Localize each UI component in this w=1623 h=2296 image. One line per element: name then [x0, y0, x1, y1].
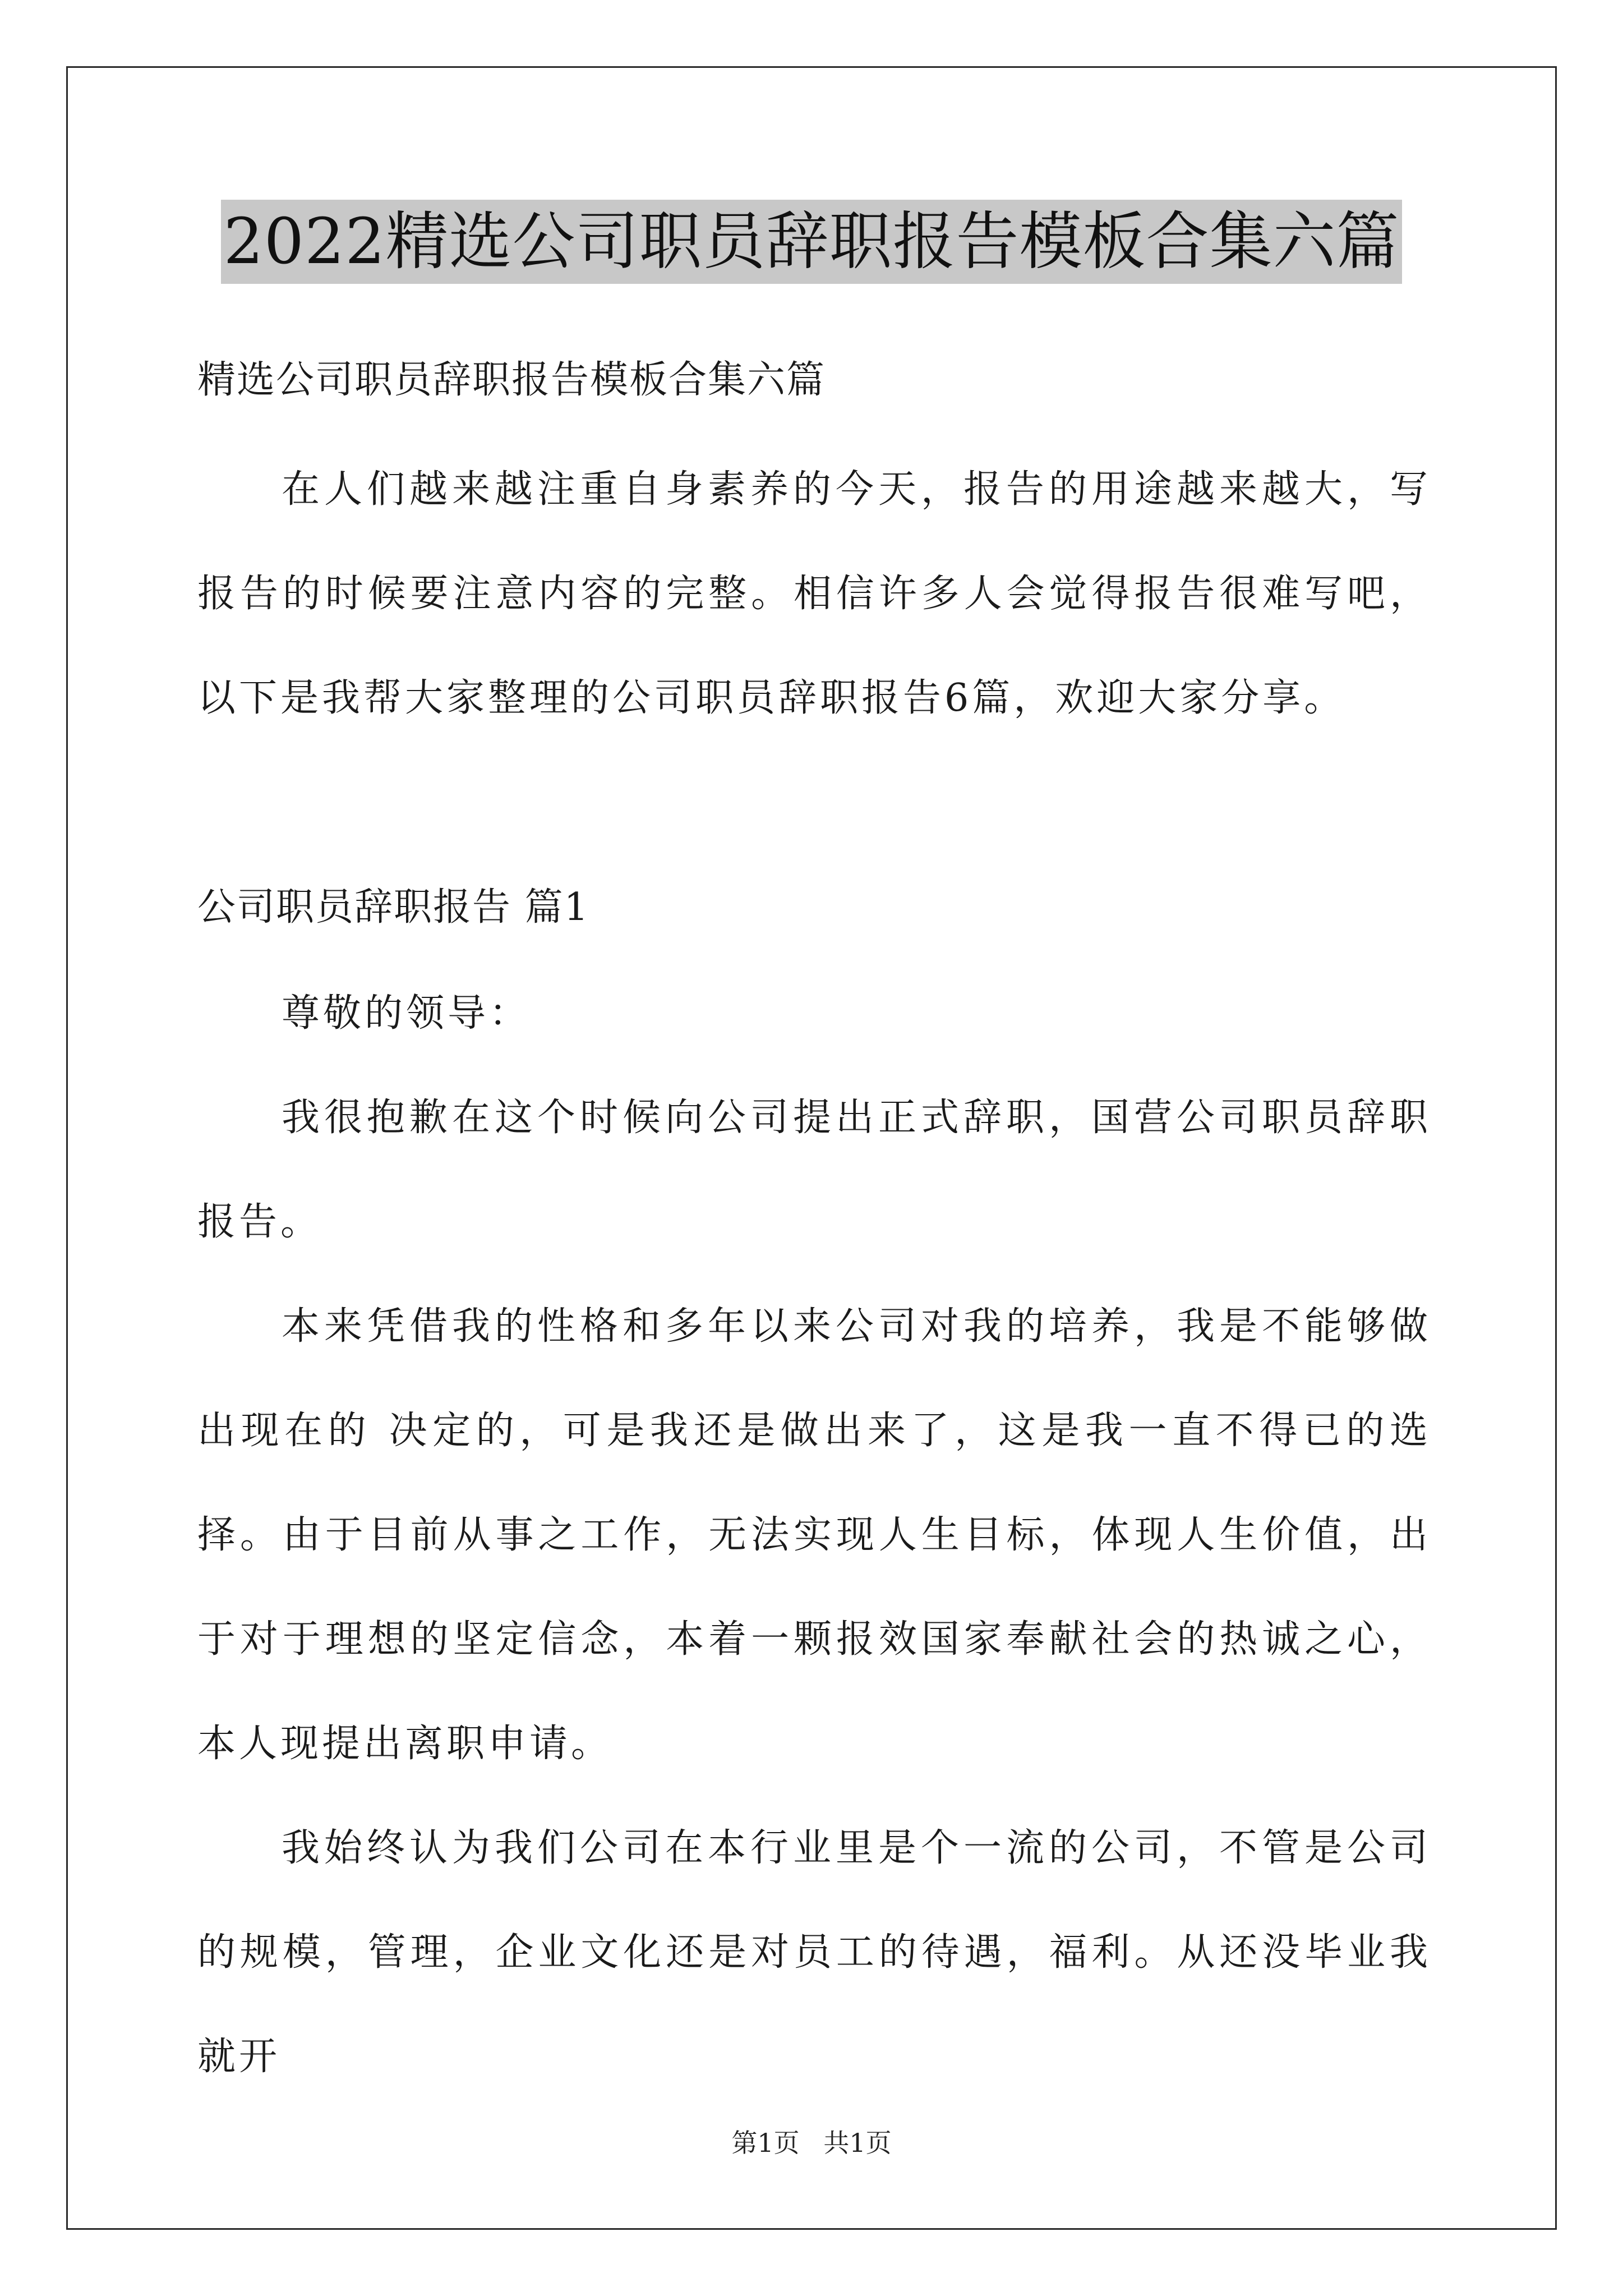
intro-paragraph: 在人们越来越注重自身素养的今天，报告的用途越来越大，写报告的时候要注意内容的完整。相信许多人会觉得报告很难写吧，以下是我帮大家整理的公司职员辞职报告6篇，欢迎大家分享。: [197, 467, 1431, 720]
page-number-current: 第1页: [731, 2128, 800, 2158]
page-footer: [0, 2126, 1623, 2160]
title-container: [0, 200, 1623, 284]
page-number-total: 共1页: [823, 2128, 892, 2158]
document-title: 2022精选公司职员辞职报告模板合集六篇: [221, 200, 1401, 284]
body-paragraph-3: 我始终认为我们公司在本行业里是个一流的公司，不管是公司的规模，管理，企业文化还是对员工的待遇，福利。从还没毕业我就开: [197, 1826, 1431, 2079]
section-heading: 公司职员辞职报告 篇1: [197, 885, 589, 930]
salutation: 尊敬的领导：: [282, 991, 531, 1036]
body-paragraph-2: 本来凭借我的性格和多年以来公司对我的培养，我是不能够做出现在的 决定的，可是我还是做出来了，这是我一直不得已的选择。由于目前从事之工作，无法实现人生目标，体现人生价值，出于对于理想的坚定信念，本着一颗报效国家奉献社会的热诚之心，本人现提出离职申请。: [197, 1304, 1431, 1766]
document-subtitle: 精选公司职员辞职报告模板合集六篇: [197, 358, 826, 402]
body-paragraph-1: 我很抱歉在这个时候向公司提出正式辞职，国营公司职员辞职报告。: [197, 1096, 1431, 1244]
